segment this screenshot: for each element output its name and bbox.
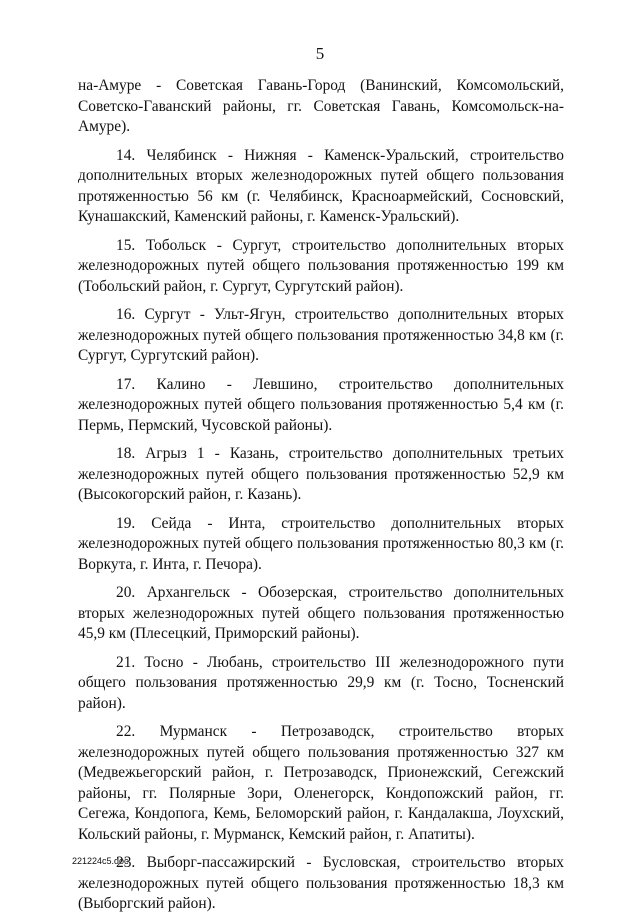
document-filename-footer: 221224c5.doc	[72, 856, 129, 866]
list-item-17: 17. Калино - Левшино, строительство дополнительных железнодорожных путей общего пользования протяженностью 5,4 км (г. Пермь, Пермский, Чусовской районы).	[78, 375, 564, 434]
list-item-16: 16. Сургут - Ульт-Ягун, строительство дополнительных вторых железнодорожных путей общего пользования протяженностью 34,8 км (г. Сургут, Сургутский район).	[78, 306, 564, 364]
list-item-21: 21. Тосно - Любань, строительство III железнодорожного пути общего пользования протяженностью 29,9 км (г. Тосно, Тосненский район).	[78, 653, 564, 712]
list-item-14: 14. Челябинск - Нижняя - Каменск-Уральский, строительство дополнительных вторых железнодорожных путей общего пользования протяженностью 56 км (г. Челябинск, Красноармейский, Сосновский, Кунашакский, Каменский районы, г. Каменск-Уральский).	[78, 146, 564, 225]
list-item-23: 23. Выборг-пассажирский - Бусловская, строительство вторых железнодорожных путей общего пользования протяженностью 18,3 км (Выборгский район).	[78, 854, 564, 912]
document-body	[78, 76, 564, 923]
list-item-20: 20. Архангельск - Обозерская, строительство дополнительных вторых железнодорожных путей общего пользования протяженностью 45,9 км (Плесецкий, Приморский районы).	[78, 584, 564, 642]
list-item-19: 19. Сейда - Инта, строительство дополнительных вторых железнодорожных путей общего пользования протяженностью 80,3 км (г. Воркута, г. Инта, г. Печора).	[78, 514, 564, 573]
list-item-18: 18. Агрыз 1 - Казань, строительство дополнительных третьих железнодорожных путей общего пользования протяженностью 52,9 км (Высокогорский район, г. Казань).	[78, 445, 564, 503]
list-item-22: 22. Мурманск - Петрозаводск, строительство вторых железнодорожных путей общего пользования протяженностью 327 км (Медвежьегорский район, г. Петрозаводск, Прионежский, Сегежский районы, гг. Полярные Зори, Оленегорск, Кондопожский район, гг. Сегежа, Кондопога, Кемь, Беломорский район, г. Кандалакша, Лоухский, Кольский районы, г. Мурманск, Кемский район, г. Апатиты).	[78, 723, 564, 843]
page-number: 5	[315, 44, 325, 63]
paragraph-continuation: на-Амуре - Советская Гавань-Город (Ванинский, Комсомольский, Советско-Гаванский районы, гг. Советская Гавань, Комсомольск-на-Амуре).	[78, 77, 564, 135]
list-item-15: 15. Тобольск - Сургут, строительство дополнительных вторых железнодорожных путей общего пользования протяженностью 199 км (Тобольский район, г. Сургут, Сургутский район).	[78, 236, 564, 295]
